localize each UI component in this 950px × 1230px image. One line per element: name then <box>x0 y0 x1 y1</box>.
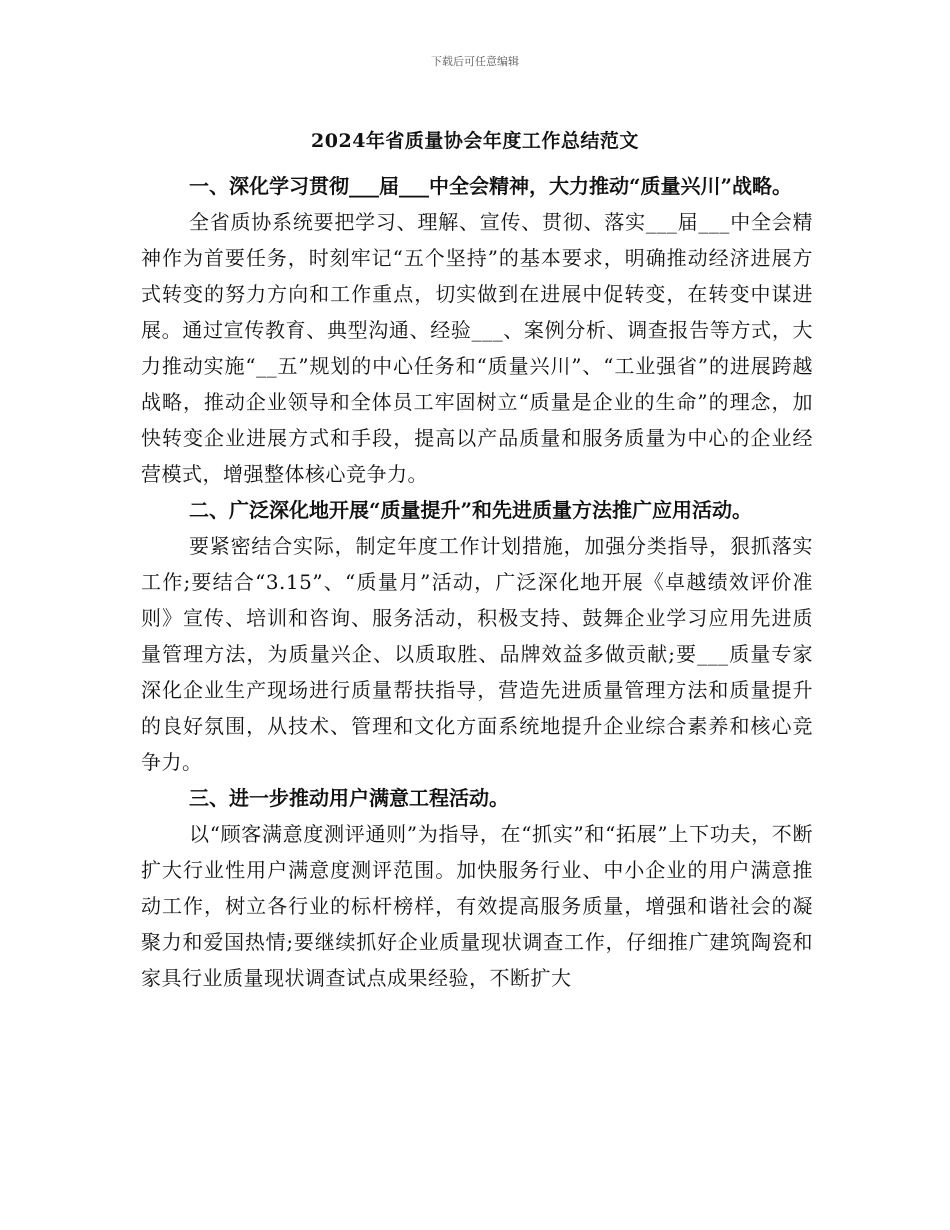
section-heading-2: 二、广泛深化地开展“质量提升”和先进质量方法推广应用活动。 <box>189 498 753 522</box>
document-body <box>141 168 813 996</box>
document-title: 2024年省质量协会年度工作总结范文 <box>311 130 639 152</box>
section-paragraph-3: 以“顾客满意度测评通则”为指导，在“抓实”和“拓展”上下功夫，不断扩大行业性用户满意度测评范围。加快服务行业、中小企业的用户满意推动工作，树立各行业的标杆榜样，有效提高服务质量，增强和谐社会的凝聚力和爱国热情;要继续抓好企业质量现状调查工作，仔细推广建筑陶瓷和家具行业质量现状调查试点成果经验，不断扩大 <box>141 822 813 990</box>
section-paragraph-1: 全省质协系统要把学习、理解、宣传、贯彻、落实___届___中全会精神作为首要任务，时刻牢记“五个坚持”的基本要求，明确推动经济进展方式转变的努力方向和工作重点，切实做到在进展中促转变，在转变中谋进展。通过宣传教育、典型沟通、经验___、案例分析、调查报告等方式，大力推动实施“__五”规划的中心任务和“质量兴川”、“工业强省”的进展跨越战略，推动企业领导和全体员工牢固树立“质量是企业的生命”的理念，加快转变企业进展方式和手段，提高以产品质量和服务质量为中心的企业经营模式，增强整体核心竞争力。 <box>141 210 813 486</box>
section-heading-3: 三、进一步推动用户满意工程活动。 <box>189 786 509 810</box>
section-paragraph-2: 要紧密结合实际，制定年度工作计划措施，加强分类指导，狠抓落实工作;要结合“3.15”、“质量月”活动，广泛深化地开展《卓越绩效评价准则》宣传、培训和咨询、服务活动，积极支持、鼓舞企业学习应用先进质量管理方法，为质量兴企、以质取胜、品牌效益多做贡献;要___质量专家深化企业生产现场进行质量帮扶指导，营造先进质量管理方法和质量提升的良好氛围，从技术、管理和文化方面系统地提升企业综合素养和核心竞争力。 <box>141 534 813 774</box>
header-note: 下载后可任意编辑 <box>431 55 519 68</box>
section-heading-1: 一、深化学习贯彻___届___中全会精神，大力推动“质量兴川”战略。 <box>189 174 793 198</box>
